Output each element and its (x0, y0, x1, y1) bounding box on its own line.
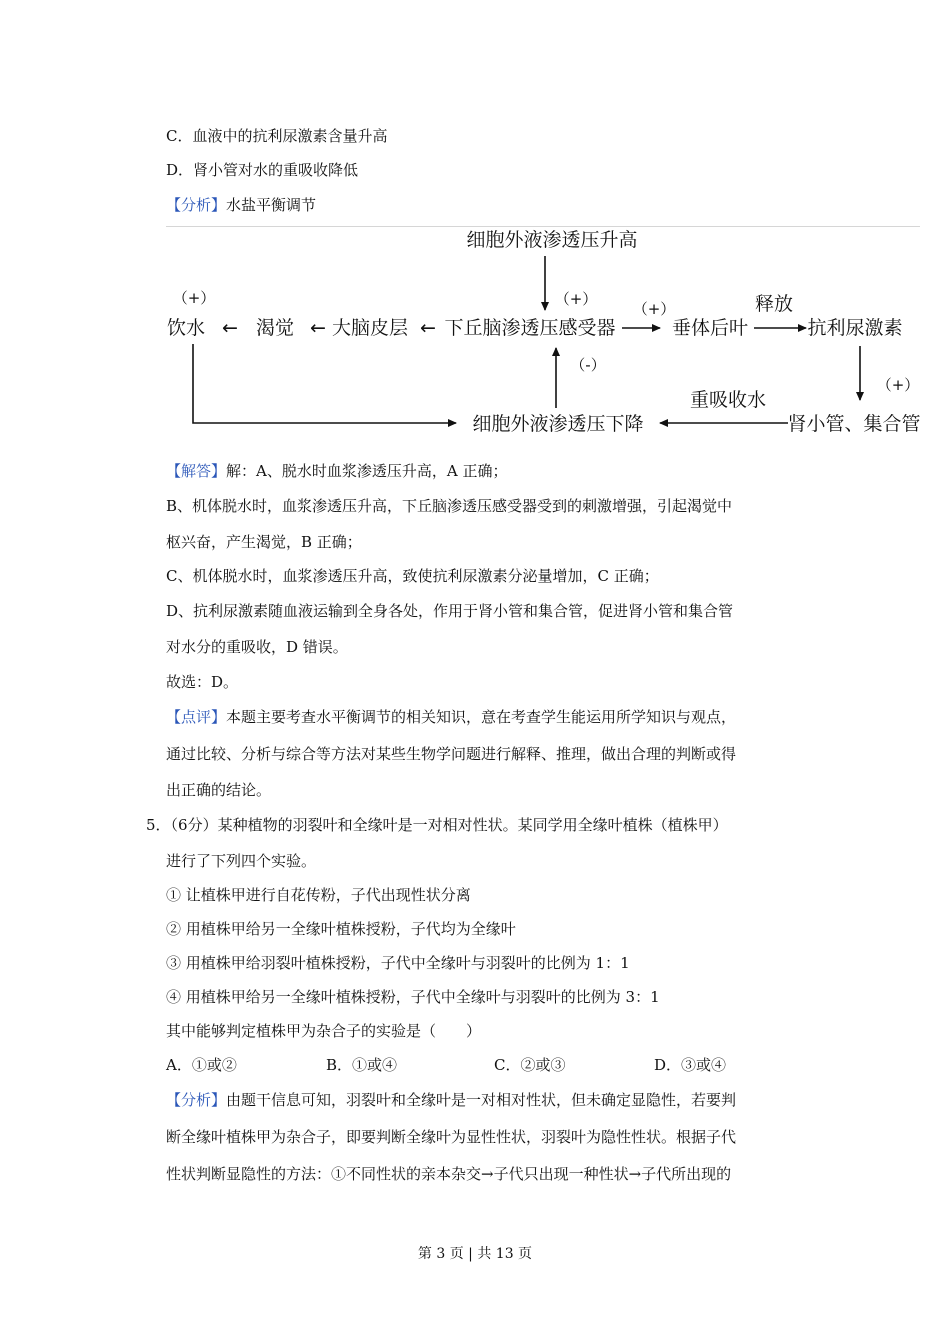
experiment-4: ④ 用植株甲给另一全缘叶植株授粉，子代中全缘叶与羽裂叶的比例为 3：1 (166, 988, 660, 1006)
comment-line-1 (166, 707, 736, 727)
answer-line-2: B、机体脱水时，血浆渗透压升高，下丘脑渗透压感受器受到的刺激增强，引起渴觉中 (166, 497, 733, 515)
water-salt-balance-diagram (160, 226, 930, 446)
node-pituitary: 垂体后叶 (671, 317, 749, 339)
experiment-3: ③ 用植株甲给羽裂叶植株授粉，子代中全缘叶与羽裂叶的比例为 1：1 (166, 954, 630, 972)
analysis5-line-2: 断全缘叶植株甲为杂合子，即要判断全缘叶为显性性状，羽裂叶为隐性性状。根据子代 (166, 1128, 737, 1146)
comment-line-2: 通过比较、分析与综合等方法对某些生物学问题进行解释、推理，做出合理的判断或得 (166, 745, 737, 763)
analysis5-line-3: 性状判断显隐性的方法：①不同性状的亲本杂交→子代只出现一种性状→子代所出现的 (166, 1165, 732, 1183)
answer-tag: 【解答】 (166, 462, 227, 480)
question-5-stem (146, 815, 728, 835)
arrow-to-cortex: ← (420, 317, 436, 339)
node-adh: 抗利尿激素 (807, 317, 903, 339)
answer-options (166, 1055, 726, 1075)
answer-line-1 (166, 461, 507, 481)
label-release: 释放 (754, 293, 794, 315)
answer-line-5: D、抗利尿激素随血液运输到全身各处，作用于肾小管和集合管，促进肾小管和集合管 (166, 602, 734, 620)
node-bottom: 细胞外液渗透压下降 (472, 413, 644, 435)
answer-line-4: C、机体脱水时，血浆渗透压升高，致使抗利尿激素分泌量增加，C 正确； (166, 567, 659, 585)
question-stem-2: 进行了下列四个实验。 (166, 852, 317, 870)
node-cortex: 大脑皮层 (331, 317, 409, 339)
question-prompt: 其中能够判定植株甲为杂合子的实验是（ ） (166, 1022, 482, 1040)
analysis5-line-1 (166, 1090, 736, 1110)
comment-text-1: 本题主要考查水平衡调节的相关知识，意在考查学生能运用所学知识与观点， (226, 708, 737, 726)
analysis-tag: 【分析】 (166, 196, 227, 214)
plus-kidney: （+） (876, 376, 920, 394)
option-d: D．肾小管对水的重吸收降低 (166, 161, 359, 179)
node-kidney: 肾小管、集合管 (787, 413, 921, 435)
experiment-1: ① 让植株甲进行自花传粉，子代出现性状分离 (166, 886, 471, 904)
comment-line-3: 出正确的结论。 (166, 781, 272, 799)
analysis-line (166, 195, 316, 215)
node-thirst: 渴觉 (255, 317, 295, 339)
arrow-drink-to-bottom (193, 344, 456, 423)
plus-pituitary: （+） (632, 300, 676, 318)
option-a[interactable]: A．①或② (166, 1056, 237, 1074)
comment-tag: 【点评】 (166, 708, 227, 726)
answer-line-6: 对水分的重吸收，D 错误。 (166, 638, 348, 656)
plus-drink: （+） (172, 289, 216, 307)
analysis-text: 水盐平衡调节 (226, 196, 317, 214)
option-b[interactable]: B．①或④ (326, 1056, 398, 1074)
node-top: 细胞外液渗透压升高 (466, 229, 638, 251)
arrow-to-drink: ← (222, 317, 238, 339)
option-d5[interactable]: D．③或④ (654, 1056, 727, 1074)
answer-line-7: 故选：D。 (166, 673, 239, 691)
label-reabsorb: 重吸收水 (689, 389, 767, 411)
experiment-2: ② 用植株甲给另一全缘叶植株授粉，子代均为全缘叶 (166, 920, 516, 938)
answer-text-1: 解：A、脱水时血浆渗透压升高，A 正确； (226, 462, 508, 480)
node-receptor: 下丘脑渗透压感受器 (444, 317, 616, 339)
analysis5-text-1: 由题干信息可知，羽裂叶和全缘叶是一对相对性状，但未确定显隐性，若要判 (226, 1091, 737, 1109)
node-drink: 饮水 (166, 317, 206, 339)
page-footer: 第 3 页 | 共 13 页 (417, 1246, 533, 1262)
question-stem-1: （6分）某种植物的羽裂叶和全缘叶是一对相对性状。某同学用全缘叶植株（植株甲） (170, 816, 728, 834)
analysis5-tag: 【分析】 (166, 1091, 227, 1109)
arrow-to-thirst: ← (310, 317, 326, 339)
option-c: C．血液中的抗利尿激素含量升高 (166, 127, 388, 145)
minus-receptor: （-） (570, 356, 606, 374)
option-c5[interactable]: C．②或③ (494, 1056, 566, 1074)
question-number: 5． (146, 816, 171, 834)
answer-line-3: 枢兴奋，产生渴觉，B 正确； (166, 533, 362, 551)
plus-receptor: （+） (554, 290, 598, 308)
